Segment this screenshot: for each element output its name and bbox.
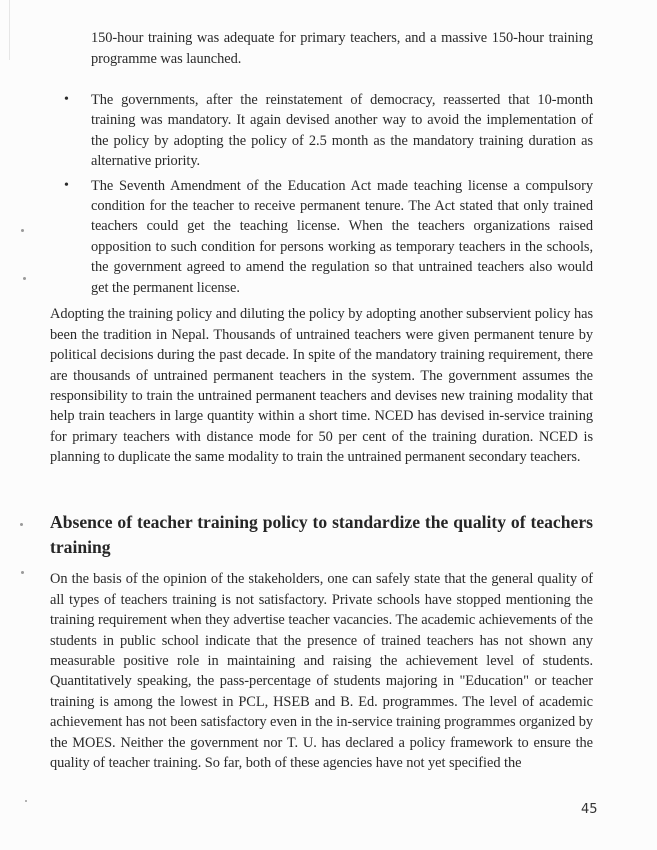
continuation-text: 150-hour training was adequate for primary teachers, and a massive 150-hour training programme was launched. [91,30,593,67]
scan-edge [9,0,10,60]
scan-speck [25,800,27,802]
bullet-text: The governments, after the reinstatement of democracy, reasserted that 10-month training was mandatory. It again devised another way to avoid the implementation of the policy by adopting the policy of 2.5 month as the mandatory training duration as alternative priority. [91,92,593,170]
body-paragraph: Adopting the training policy and diluting the policy by adopting another subservient policy has been the tradition in Nepal. Thousands of untrained teachers were given permanent tenure by political decisions during the past decade. In spite of the mandatory training requirement, there are thousands of untrained permanent teachers in the system. The government assumes the responsibility to train the untrained permanent teachers and devises new training modality that help train teachers in large quantity within a short time. NCED has devised in-service training for primary teachers with distance mode for 50 per cent of the training duration. NCED is planning to duplicate the same modality to train the untrained permanent secondary teachers. [50,306,593,466]
bullet-text: The Seventh Amendment of the Education Act made teaching license a compulsory condition for the teacher to receive permanent tenure. The Act stated that only trained teachers could get the teaching license. When the teachers organizations raised opposition to such condition for persons working as temporary teachers in the schools, the government agreed to amend the regulation so that untrained teachers also would get the permanent license. [91,177,593,296]
page-number: 45 [581,802,598,817]
scan-speck [23,277,26,280]
body-paragraph: On the basis of the opinion of the stakeholders, one can safely state that the general quality of all types of teachers training is not satisfactory. Private schools have stopped mentioning the training requirement when they advertise teacher vacancies. The academic achievements of the students in public school indicate that the presence of trained teachers has not shown any measurable positive role in maintaining and raising the achievement level of students. Quantitatively speaking, the pass-percentage of students majoring in "Education" or teacher training is among the lowest in PCL, HSEB and B. Ed. programmes. The level of academic achievement has not been satisfactory even in the in-service training programmes organized by the MOES. Neither the government nor T. U. has declared a policy framework to ensure the quality of teacher training. So far, both of these agencies have not yet specified the [50,571,593,772]
bullet-list [60,90,593,302]
scan-speck [21,229,24,232]
bullet-item [60,90,593,172]
bullet-icon: • [64,92,69,107]
bullet-item [60,176,593,298]
bullet-icon: • [64,177,69,193]
scan-speck [21,571,24,574]
scan-speck [20,523,23,526]
section-heading: Absence of teacher training policy to standardize the quality of teachers training [50,511,593,557]
